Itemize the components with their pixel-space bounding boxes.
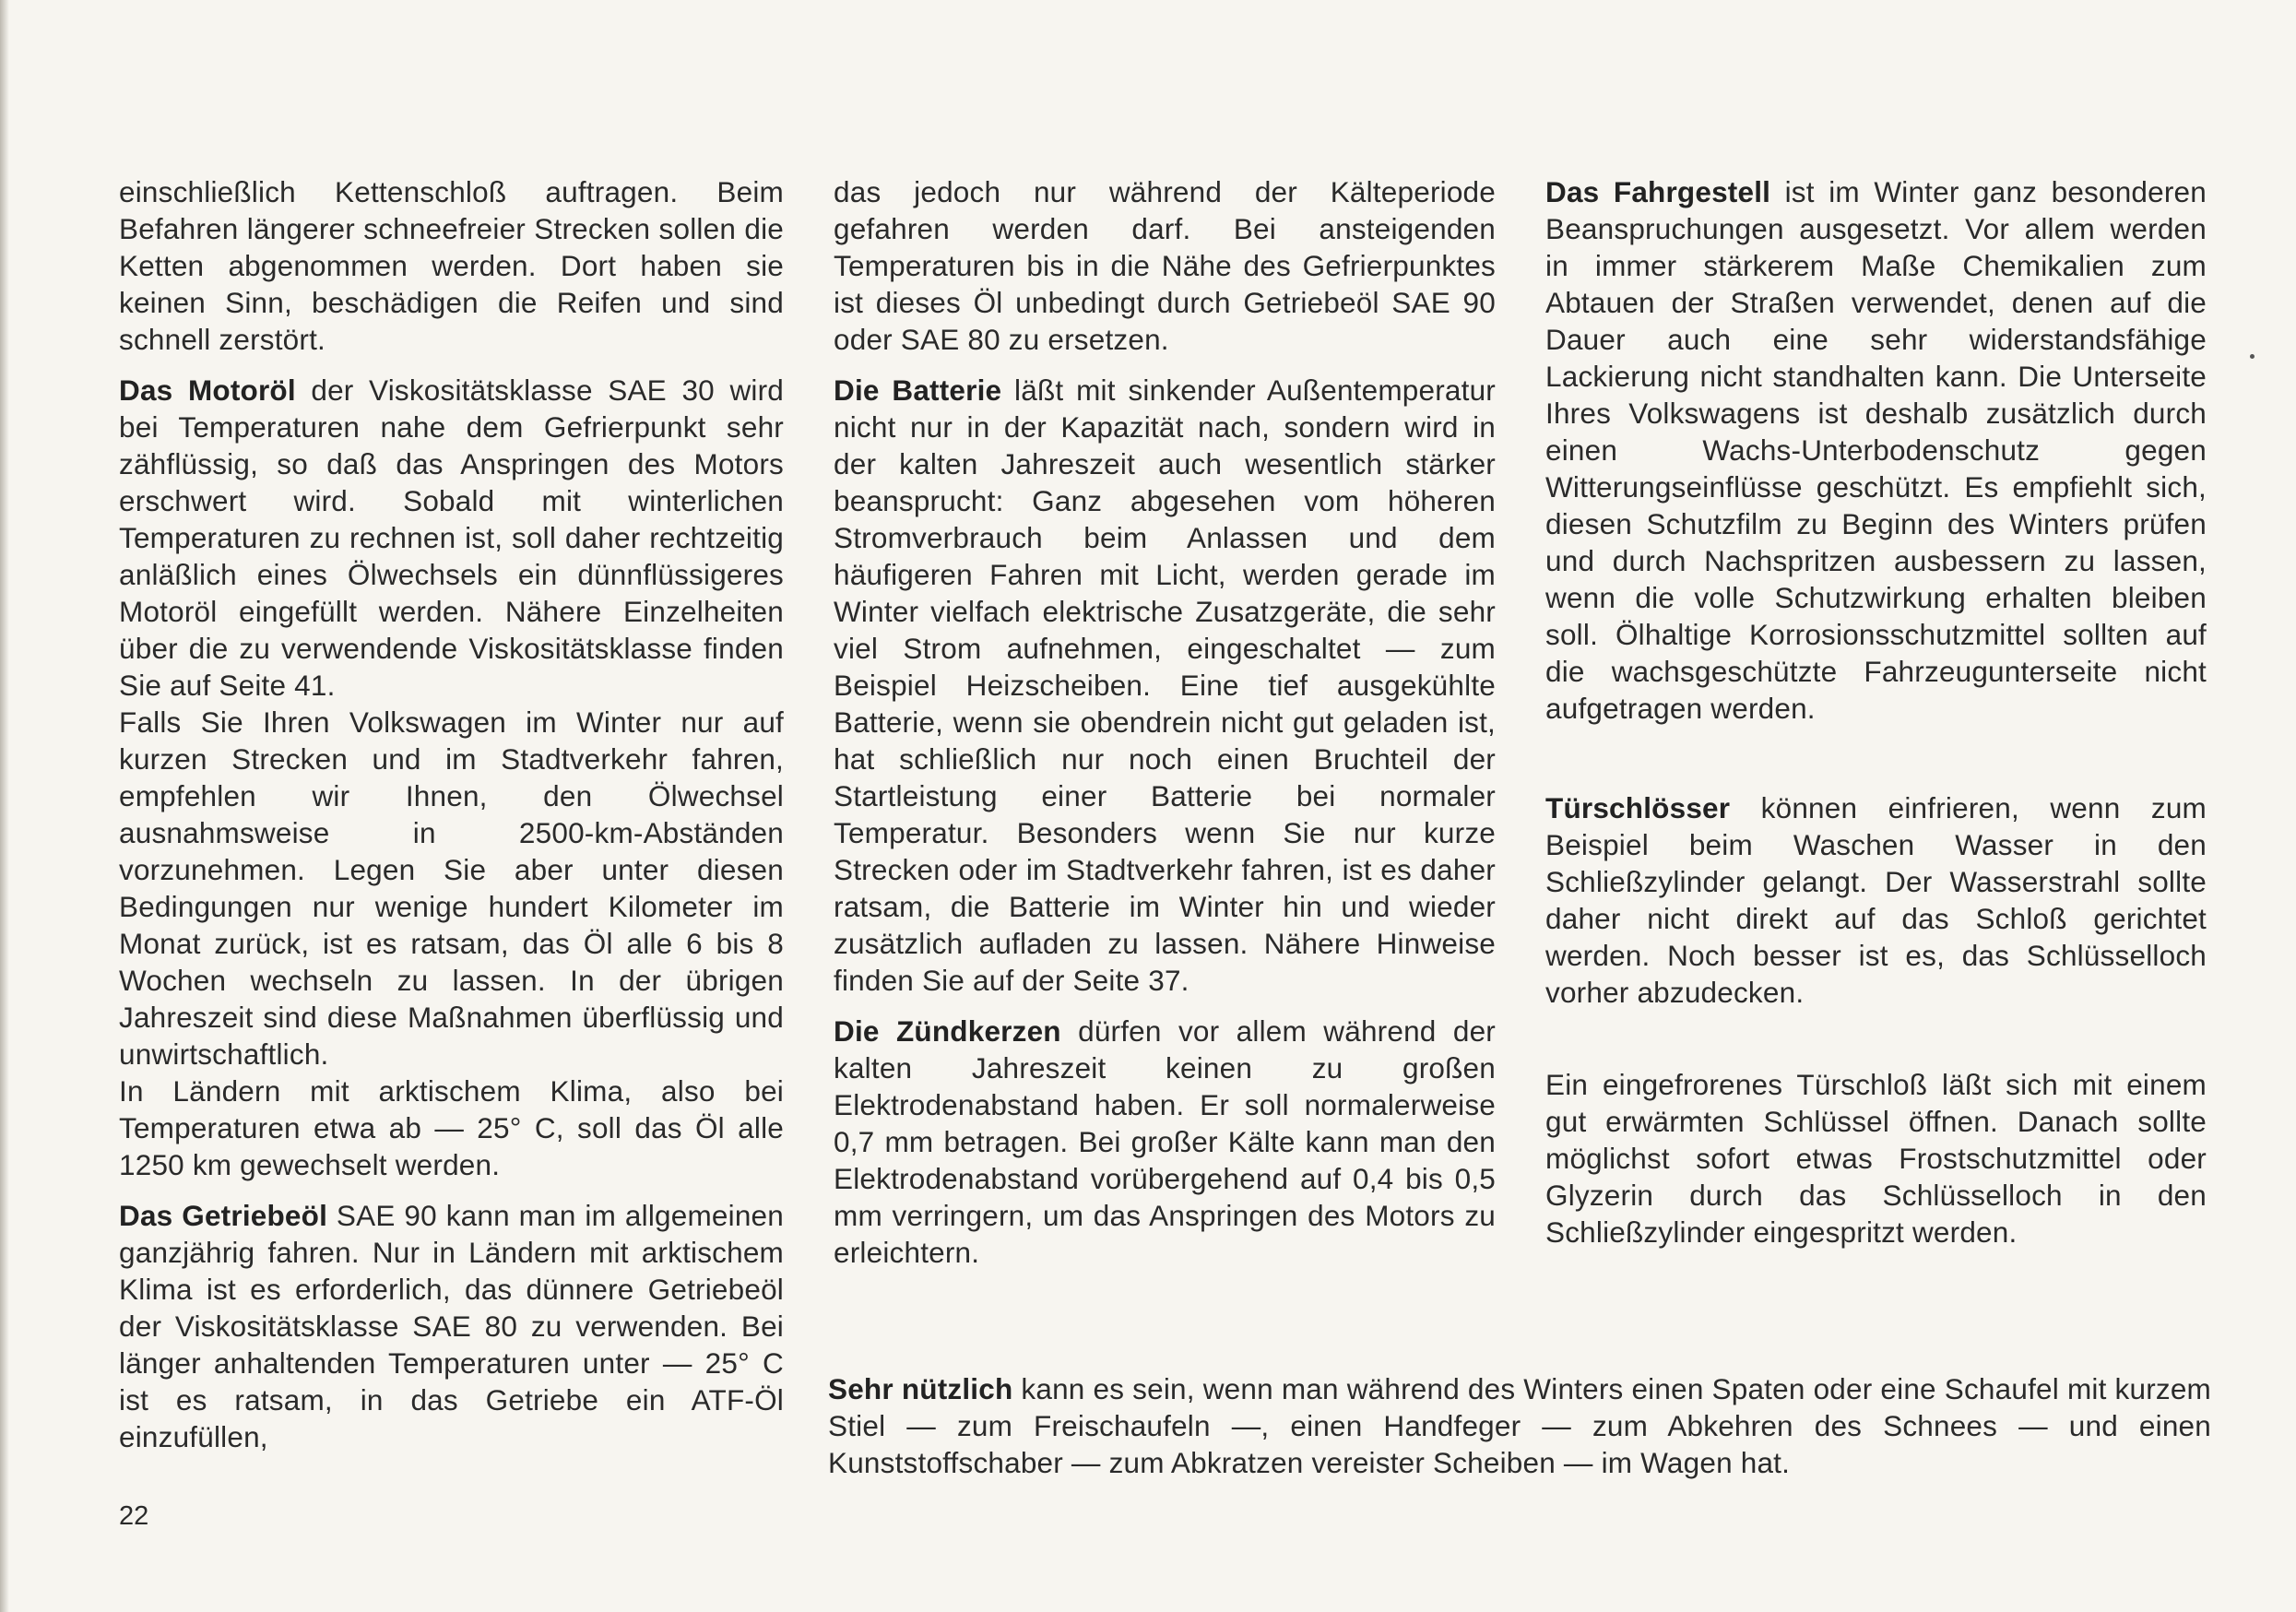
text-useful-tools: kann es sein, wenn man während des Winters einen Spaten oder eine Schaufel mit kurzem Stiel — zum Freischaufeln —, einen Handfeger — zum Abkehren des Schnees — und einen Kunststoffschaber — zum Abkratzen vereister Scheiben — im Wagen hat.: [828, 1372, 2211, 1479]
heading-spark-plugs: Die Zündkerzen: [834, 1014, 1061, 1048]
text-column-2: [834, 173, 1496, 1285]
heading-gear-oil: Das Getriebeöl: [119, 1199, 328, 1232]
paragraph-battery: [834, 372, 1496, 999]
paragraph-arctic-climate: In Ländern mit arktischem Klima, also bei Temperaturen etwa ab — 25° C, soll das Öl alle 1250 km gewechselt werden.: [119, 1074, 784, 1181]
ink-speck: [2250, 354, 2255, 359]
paragraph-frozen-lock: Ein eingefrorenes Türschloß läßt sich mit einem gut erwärmten Schlüssel öffnen. Danach sollte möglichst sofort etwas Frostschutzmittel oder Glyzerin durch das Schlüsselloch in den Schließzylinder eingespritzt werden.: [1545, 1068, 2207, 1249]
text-column-1: [119, 173, 784, 1469]
paragraph-gear-oil-continued: das jedoch nur während der Kälteperiode gefahren werden darf. Bei ansteigenden Temperaturen bis in die Nähe des Gefrierpunktes ist dieses Öl unbedingt durch Getriebeöl SAE 90 oder SAE 80 zu ersetzen.: [834, 175, 1496, 356]
page-edge-shadow: [0, 0, 9, 1612]
heading-motor-oil: Das Motoröl: [119, 373, 296, 407]
text-spark-plugs: dürfen vor allem während der kalten Jahreszeit keinen zu großen Elektrodenabstand haben. Er soll normalerweise 0,7 mm betragen. Bei großer Kälte kann man den Elektrodenabstand vorübergehend auf 0,4 bis 0,5 mm verringern, um das Anspringen des Motors zu erleichtern.: [834, 1014, 1496, 1269]
paragraph-spark-plugs: [834, 1013, 1496, 1271]
heading-battery: Die Batterie: [834, 373, 1002, 407]
paragraph-chains: einschließlich Kettenschloß auftragen. Beim Befahren längerer schneefreier Strecken sollen die Ketten abgenommen werden. Dort haben sie keinen Sinn, beschädigen die Reifen und sind schnell zerstört.: [119, 175, 784, 356]
text-column-3: [1545, 173, 2207, 1264]
heading-chassis: Das Fahrgestell: [1545, 175, 1771, 208]
text-door-locks: können einfrieren, wenn zum Beispiel beim Waschen Wasser in den Schließzylinder gelangt. Der Wasserstrahl sollte daher nicht direkt auf das Schloß gerichtet werden. Noch besser ist es, das Schlüsselloch vorher abzudecken.: [1545, 791, 2207, 1009]
paragraph-useful-tools: [828, 1370, 2211, 1481]
paragraph-oil-change: Falls Sie Ihren Volkswagen im Winter nur auf kurzen Strecken und im Stadtverkehr fahren, empfehlen wir Ihnen, den Ölwechsel ausnahmsweise in 2500-km-Abständen vorzunehmen. Legen Sie aber unter diesen Bedingungen nur wenige hundert Kilometer im Monat zurück, ist es ratsam, das Öl alle 6 bis 8 Wochen wechseln zu lassen. In der übrigen Jahreszeit sind diese Maßnahmen überflüssig und unwirtschaftlich.: [119, 705, 784, 1071]
heading-useful-tools: Sehr nützlich: [828, 1372, 1013, 1405]
paragraph-door-locks: [1545, 789, 2207, 1011]
paragraph-chassis: [1545, 173, 2207, 727]
text-battery: läßt mit sinkender Außentemperatur nicht nur in der Kapazität nach, sondern wird in der kalten Jahreszeit auch wesentlich stärker beansprucht: Ganz abgesehen vom höheren Stromverbrauch beim Anlassen und dem häufigeren Fahren mit Licht, werden gerade im Winter vielfach elektrische Zusatzgeräte, die sehr viel Strom aufnehmen, eingeschaltet — zum Beispiel Heizscheiben. Eine tief ausgekühlte Batterie, wenn sie obendrein nicht gut geladen ist, hat schließlich nur noch einen Bruchteil der Startleistung einer Batterie bei normaler Temperatur. Besonders wenn Sie nur kurze Strecken oder im Stadtverkehr fahren, ist es daher ratsam, die Batterie im Winter hin und wieder zusätzlich aufladen zu lassen. Nähere Hinweise finden Sie auf der Seite 37.: [834, 373, 1496, 997]
text-chassis: ist im Winter ganz besonderen Beanspruchungen ausgesetzt. Vor allem werden in immer stärkerem Maße Chemikalien zum Abtauen der Straßen verwendet, denen auf die Dauer auch eine sehr widerstandsfähige Lackierung nicht standhalten kann. Die Unterseite Ihres Volkswagens ist deshalb zusätzlich durch einen Wachs-Unterbodenschutz gegen Witterungseinflüsse geschützt. Es empfiehlt sich, diesen Schutzfilm zu Beginn des Winters prüfen und durch Nachspritzen ausbessern zu lassen, wenn die volle Schutzwirkung erhalten bleiben soll. Ölhaltige Korrosionsschutzmittel sollten auf die wachsgeschützte Fahrzeugunterseite nicht aufgetragen werden.: [1545, 175, 2207, 725]
heading-door-locks: Türschlösser: [1545, 791, 1731, 824]
page-number: 22: [119, 1501, 149, 1531]
paragraph-gear-oil: [119, 1197, 784, 1455]
text-gear-oil: SAE 90 kann man im allgemeinen ganzjährig fahren. Nur in Ländern mit arktischem Klima ist es erforderlich, das dünnere Getriebeöl der Viskositätsklasse SAE 80 zu verwenden. Bei länger anhaltenden Temperaturen unter — 25° C ist es ratsam, in das Getriebe ein ATF-Öl einzufüllen,: [119, 1199, 784, 1453]
text-motor-oil: der Viskositätsklasse SAE 30 wird bei Temperaturen nahe dem Gefrierpunkt sehr zähflüssig, so daß das Anspringen des Motors erschwert wird. Sobald mit winterlichen Temperaturen zu rechnen ist, soll daher rechtzeitig anläßlich eines Ölwechsels ein dünnflüssigeres Motoröl eingefüllt werden. Nähere Einzelheiten über die zu verwendende Viskositätsklasse finden Sie auf Seite 41.: [119, 373, 784, 702]
paragraph-motor-oil: [119, 372, 784, 704]
